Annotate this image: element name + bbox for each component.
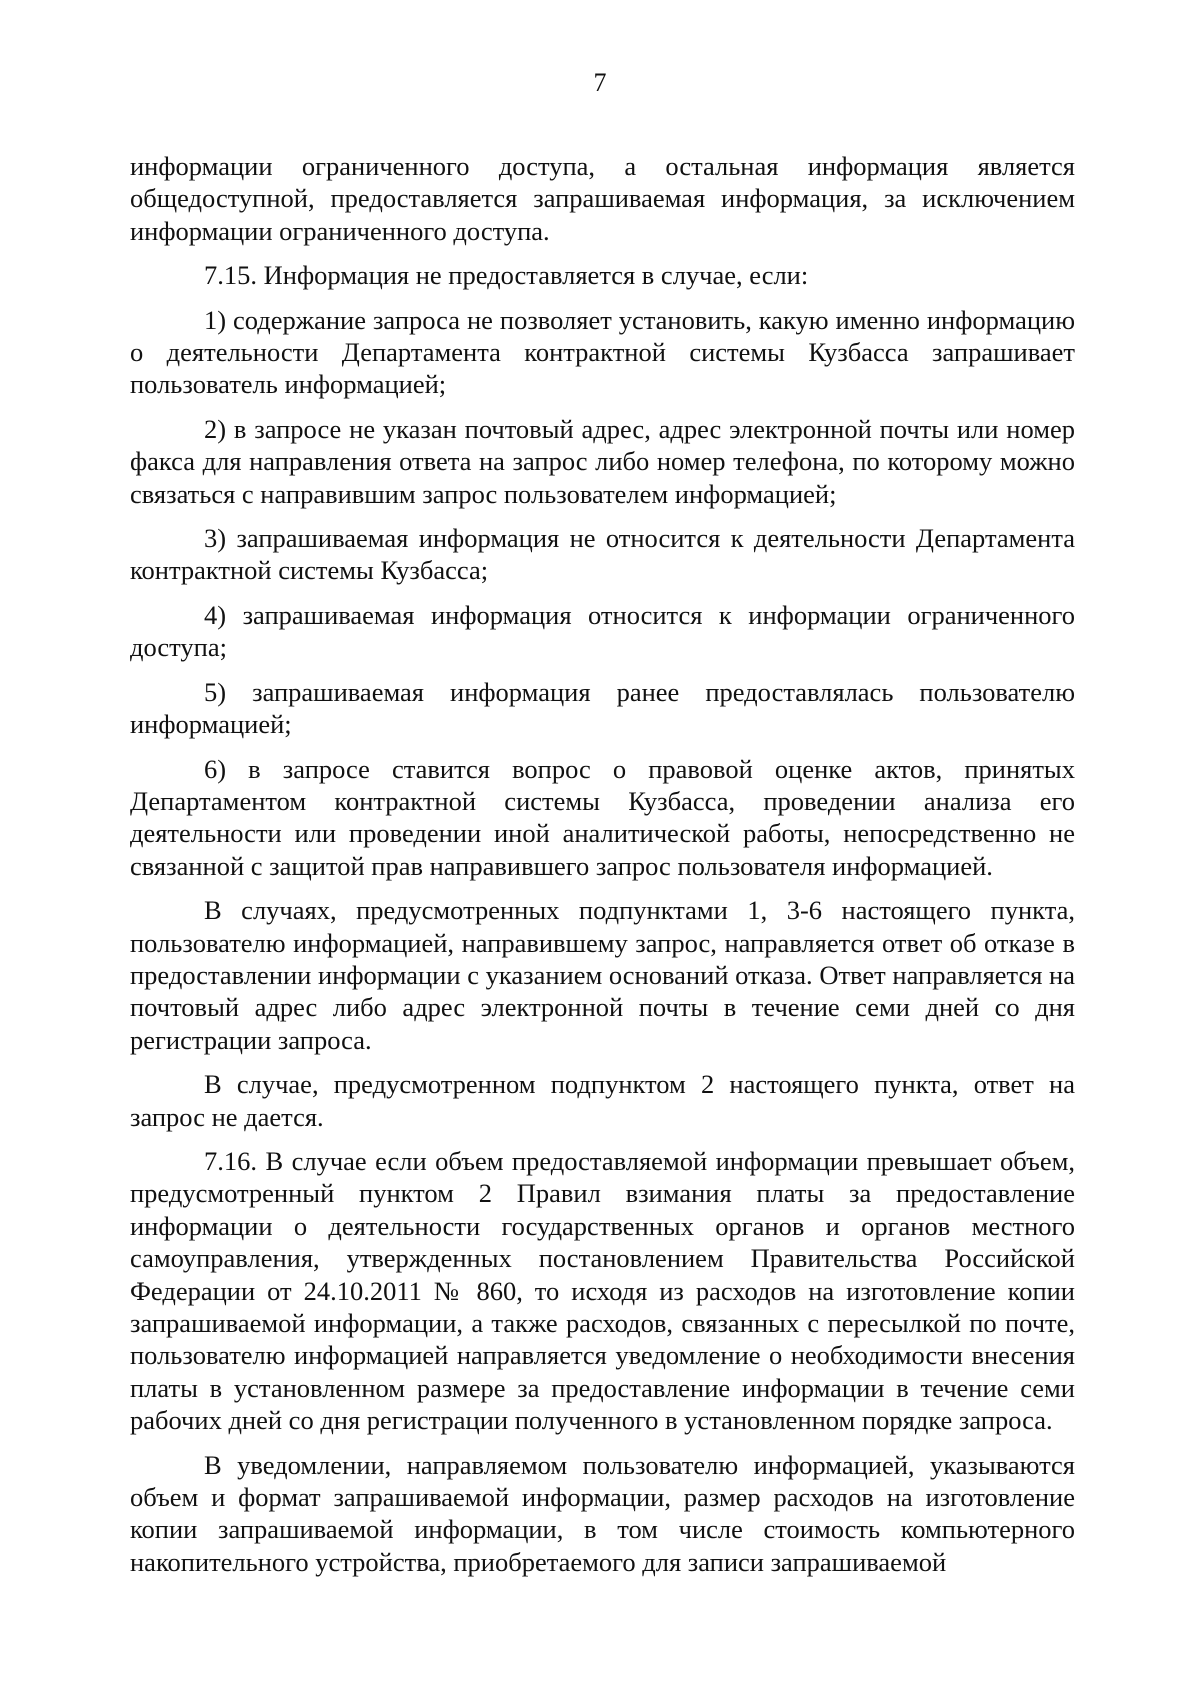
paragraph-7-16: 7.16. В случае если объем предоставляемой информации превышает объем, предусмотренный пунктом 2 Правил взимания платы за предоставление информации о деятельности государственных органов и органов местного самоуправления, утвержденных постановлением Правительства Российской Федерации от 24.10.2011 № 860, то исходя из расходов на изготовление копии запрашиваемой информации, а также расходов, связанных с пересылкой по почте, пользователю информацией направляется уведомление о необходимости внесения платы в установленном размере за предоставление информации в течение семи рабочих дней со дня регистрации полученного в установленном порядке запроса. — [130, 1145, 1075, 1436]
document-body — [130, 150, 1075, 1590]
paragraph-item-2: 2) в запросе не указан почтовый адрес, адрес электронной почты или номер факса для направления ответа на запрос либо номер телефона, по которому можно связаться с направившим запрос пользователем информацией; — [130, 413, 1075, 509]
paragraph-continuation: информации ограниченного доступа, а остальная информация является общедоступной, предоставляется запрашиваемая информация, за исключением информации ограниченного доступа. — [130, 151, 1075, 246]
paragraph-item-4: 4) запрашиваемая информация относится к информации ограниченного доступа; — [130, 599, 1075, 663]
paragraph-refusal-cases: В случаях, предусмотренных подпунктами 1, 3-6 настоящего пункта, пользователю информацией, направившему запрос, направляется ответ об отказе в предоставлении информации с указанием оснований отказа. Ответ направляется на почтовый адрес либо адрес электронной почты в течение семи дней со дня регистрации запроса. — [130, 895, 1075, 1055]
paragraph-no-answer-case: В случае, предусмотренном подпунктом 2 настоящего пункта, ответ на запрос не дается. — [130, 1069, 1075, 1132]
paragraph-item-3: 3) запрашиваемая информация не относится к деятельности Департамента контрактной системы Кузбасса; — [130, 523, 1075, 586]
paragraph-item-1: 1) содержание запроса не позволяет установить, какую именно информацию о деятельности Департамента контрактной системы Кузбасса запрашивает пользователь информацией; — [130, 304, 1075, 400]
paragraph-item-5: 5) запрашиваемая информация ранее предоставлялась пользователю информацией; — [130, 676, 1075, 740]
page-number: 7 — [593, 68, 607, 97]
paragraph-notification: В уведомлении, направляемом пользователю информацией, указываются объем и формат запрашиваемой информации, размер расходов на изготовление копии запрашиваемой информации, в том числе стоимость компьютерного накопительного устройства, приобретаемого для записи запрашиваемой — [130, 1449, 1075, 1577]
paragraph-7-15-heading: 7.15. Информация не предоставляется в случае, если: — [204, 260, 809, 291]
paragraph-item-6: 6) в запросе ставится вопрос о правовой оценке актов, принятых Департаментом контрактной системы Кузбасса, проведении анализа его деятельности или проведении иной аналитической работы, непосредственно не связанной с защитой прав направившего запрос пользователя информацией. — [130, 753, 1075, 881]
